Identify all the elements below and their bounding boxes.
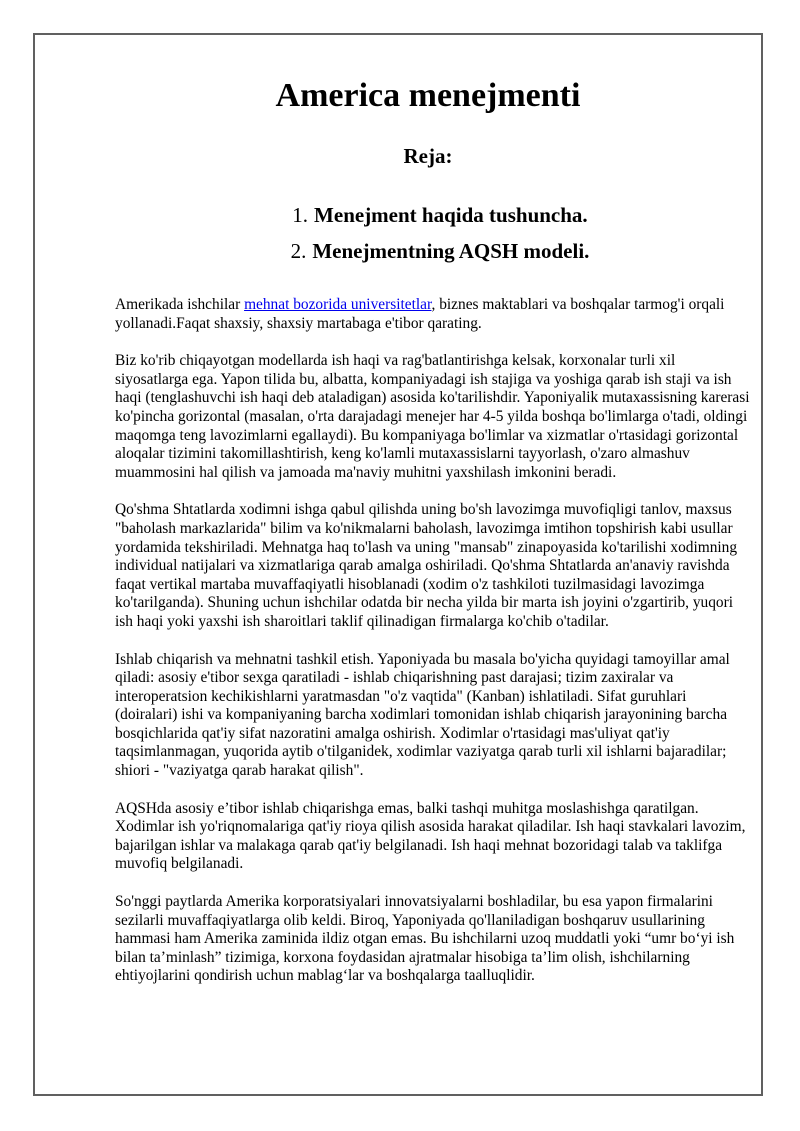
plan-item-number: 1. <box>292 203 309 227</box>
document-title: America menejmenti <box>275 77 581 114</box>
paragraph-production-organization: Ishlab chiqarish va mehnatni tashkil etish. Yaponiyada bu masala bo'yicha quyidagi tamoyillar amal qiladi: asosiy e'tibor sexga qaratiladi - ishlab chiqarishning past darajasi; tizim zaxiralar va interoperatsion kechikishlarni yaratmasdan "o'z vaqtida" (Kanban) ishlatiladi. Sifat guruhlari (doiralari) ishi va kompaniyaning barcha xodimlari tomonidan ishlab chiqarish jarayonining barcha bosqichlarida qat'iy sifat nazoratini amalga oshirish. Xodimlar o'rtasidagi mas'uliyat qat'iy taqsimlanmagan, yuqorida aytib o'tilganidek, xodimlar vaziyatga qarab turli xil ishlarni bajaradilar; shiori - "vaziyatga qarab harakat qilish". <box>115 650 730 780</box>
paragraph-us-focus: AQSHda asosiy e’tibor ishlab chiqarishga emas, balki tashqi muhitga moslashishga qaratilgan. Xodimlar ish yo'riqnomalariga qat'iy rioya qilish asosida harakat qiladilar. Ish haqi stavkalari lavozim, bajarilgan ishlar va malakaga qarab qat'iy belgilanadi. Ish haqi mehnat bozoridagi talab va taklifga muvofiq belgilanadi. <box>115 799 746 873</box>
plan-item <box>0 202 800 238</box>
plan-item-text: Menejmentning AQSH modeli. <box>312 239 590 263</box>
plan-item-text: Menejment haqida tushuncha. <box>314 203 588 227</box>
plan-item <box>0 238 800 274</box>
labor-market-link[interactable]: mehnat bozorida universitetlar <box>244 296 432 313</box>
plan-heading: Reja: <box>403 144 453 168</box>
paragraph-intro-end: , biznes maktablari va boshqalar tarmog'i orqali yollanadi.Faqat shaxsiy, shaxsiy martabaga e'tibor qarating. <box>115 296 725 332</box>
paragraph-us-hiring: Qo'shma Shtatlarda xodimni ishga qabul qilishda uning bo'sh lavozimga muvofiqligi tanlov, maxsus "baholash markazlarida" bilim va ko'nikmalarni baholash, lavozimga imtihon topshirish kabi usullar yordamida tekshiriladi. Mehnatga haq to'lash va uning "mansab" zinapoyasida ko'tarilishi xodimning individual natijalari va xizmatlariga qarab amalga oshiriladi. Qo'shma Shtatlarda an'anaviy ravishda faqat vertikal martaba muvaffaqiyatli hisoblanadi (xodim o'z tashkiloti tuzilmasidagi lavozimga ko'tarilganda). Shuning uchun ishchilar odatda bir necha yilda bir marta ish joyini o'zgartirib, yuqori ish haqi yoki yaxshi ish sharoitlari taklif qilinadigan firmalarga ko'chib o'tadilar. <box>115 501 738 630</box>
paragraph-intro <box>115 296 750 333</box>
document-body <box>115 296 750 1005</box>
plan-item-number: 2. <box>290 239 307 263</box>
paragraph-innovations: So'nggi paytlarda Amerika korporatsiyalari innovatsiyalarni boshladilar, bu esa yapon firmalarini sezilarli muvaffaqiyatlarga olib keldi. Biroq, Yaponiyada qo'llaniladigan boshqaruv usullarining hammasi ham Amerika zaminida ildiz otgan emas. Bu ishchilarni uzoq muddatli yoki “umr bo‘yi ish bilan ta’minlash” tizimiga, korxona foydasidan ajratmalar hisobiga ta’lim olish, ishchilarning ehtiyojlarini qondirish uchun mablag‘lar va boshqalarga taalluqlidir. <box>115 893 735 985</box>
paragraph-intro-start: Amerikada ishchilar <box>115 296 245 313</box>
plan-list <box>0 202 800 274</box>
paragraph-salary-policies: Biz ko'rib chiqayotgan modellarda ish haqi va rag'batlantirishga kelsak, korxonalar turli xil siyosatlarga ega. Yapon tilida bu, albatta, kompaniyadagi ish stajiga va yoshiga qarab ish staji va ish haqi (tenglashuvchi ish haqi deb ataladigan) asosida ko'tarilishdir. Yaponiyalik mutaxassisning karerasi ko'pincha gorizontal (masalan, o'rta darajadagi menejer har 4-5 yilda boshqa bo'limlarga o'tadi, oldingi maqomga teng lavozimlarni egallaydi). Bu kompaniyaga bo'limlar va xizmatlar o'rtasidagi gorizontal aloqalar tizimini takomillashtirish, keng ko'lamli mutaxassislarni tayyorlash, o'zaro almashuv muammosini hal qilish va jamoada ma'naviy muhitni yaxshilash imkonini beradi. <box>115 352 750 481</box>
